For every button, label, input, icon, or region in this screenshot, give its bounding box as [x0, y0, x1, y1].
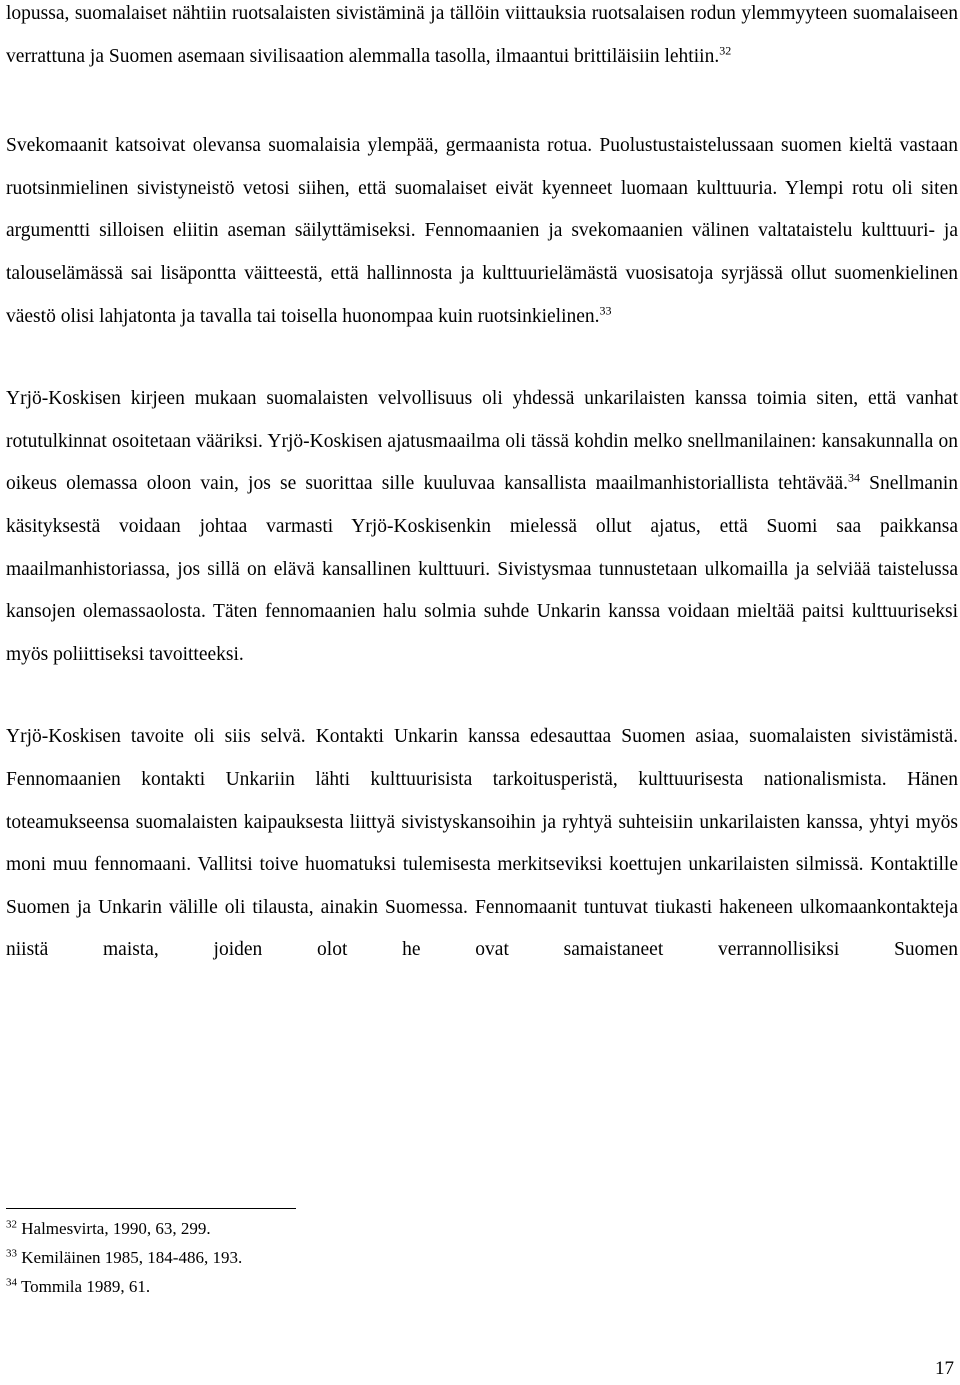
paragraph-2-text: Svekomaanit katsoivat olevansa suomalaisia ylempää, germaanista rotua. Puolustustaistelussaan suomen kieltä vastaan ruotsinmielinen sivistyneistö vetosi siihen, että suomalaiset eivät kyenneet luomaan kulttuuria. Ylempi rotu oli siten argumentti silloisen eliitin aseman säilyttämiseksi. Fennomaanien ja svekomaanien välinen valtataistelu kulttuuri- ja talouselämässä sai lisäpontta väitteestä, että hallinnosta ja kulttuurielämästä vuosisatoja syrjässä ollut suomenkielinen väestö olisi lahjatonta ja tavalla tai toisella huonompaa kuin ruotsinkielinen.	[6, 135, 958, 327]
paragraph-3	[6, 378, 958, 676]
paragraph-4-text: Yrjö-Koskisen tavoite oli siis selvä. Kontakti Unkarin kanssa edesauttaa Suomen asiaa, suomalaisten sivistämistä. Fennomaanien kontakti Unkariin lähti kulttuurisista tarkoitusperistä, kulttuurisesta nationalismista. Hänen toteamukseensa suomalaisten kaipauksesta liittyä sivistyskansoihin ja ryhtyä suhteisiin unkarilaisten kanssa, yhtyi myös moni muu fennomaani. Vallitsi toive huomatuksi tulemisesta merkitseviksi koettujen unkarilaisten silmissä. Kontaktille Suomen ja Unkarin välille oli tilausta, ainakin Suomessa. Fennomaanit tuntuvat tiukasti hakeneen ulkomaankontakteja niistä maista, joiden olot he ovat samaistaneet verrannollisiksi Suomen	[6, 726, 958, 961]
paragraph-1-text: lopussa, suomalaiset nähtiin ruotsalaisten sivistäminä ja tällöin viittauksia ruotsalaisen rodun ylemmyyteen suomalaiseen verrattuna ja Suomen asemaan sivilisaation alemmalla tasolla, ilmaantui brittiläisiin lehtiin.	[6, 3, 958, 67]
footnote-33	[6, 1243, 242, 1272]
paragraph-4	[6, 716, 958, 972]
footnote-number: 33	[6, 1247, 17, 1260]
footnote-separator	[6, 1208, 296, 1209]
paragraph-3-text-a: Yrjö-Koskisen kirjeen mukaan suomalaisten velvollisuus oli yhdessä unkarilaisten kanssa toimia siten, että vanhat rotutulkinnat osoitetaan vääriksi. Yrjö-Koskisen ajatusmaailma oli tässä kohdin melko snellmanilainen: kansakunnalla on oikeus olemassa oloon vain, jos se suorittaa sille kuuluvaa kansallista maailmanhistoriallista tehtävää.	[6, 388, 958, 495]
footnotes	[6, 1214, 242, 1301]
page-number: 17	[935, 1358, 954, 1379]
paragraph-3-text-b: Snellmanin käsityksestä voidaan johtaa varmasti Yrjö-Koskisenkin mielessä ollut ajatus, että Suomi saa paikkansa maailmanhistoriassa, jos sillä on elävä kansallinen kulttuuri. Sivistysmaa tunnustetaan ulkomailla ja selviää taistelussa kansojen olemassaolosta. Täten fennomaanien halu solmia suhde Unkarin kanssa voidaan mieltää paitsi kulttuuriseksi myös poliittiseksi tavoitteeksi.	[6, 473, 959, 665]
footnote-ref-32[interactable]: 32	[719, 43, 732, 58]
footnote-text: Tommila 1989, 61.	[17, 1277, 151, 1296]
footnote-ref-34[interactable]: 34	[847, 470, 860, 485]
paragraph-1	[6, 0, 958, 78]
footnote-number: 34	[6, 1276, 17, 1289]
footnote-number: 32	[6, 1218, 17, 1231]
footnote-ref-33[interactable]: 33	[599, 303, 612, 318]
footnote-32	[6, 1214, 242, 1243]
paragraph-2	[6, 125, 958, 338]
document-page	[6, 0, 958, 972]
footnote-text: Halmesvirta, 1990, 63, 299.	[17, 1219, 211, 1238]
footnote-text: Kemiläinen 1985, 184-486, 193.	[17, 1248, 243, 1267]
footnote-34	[6, 1272, 242, 1301]
